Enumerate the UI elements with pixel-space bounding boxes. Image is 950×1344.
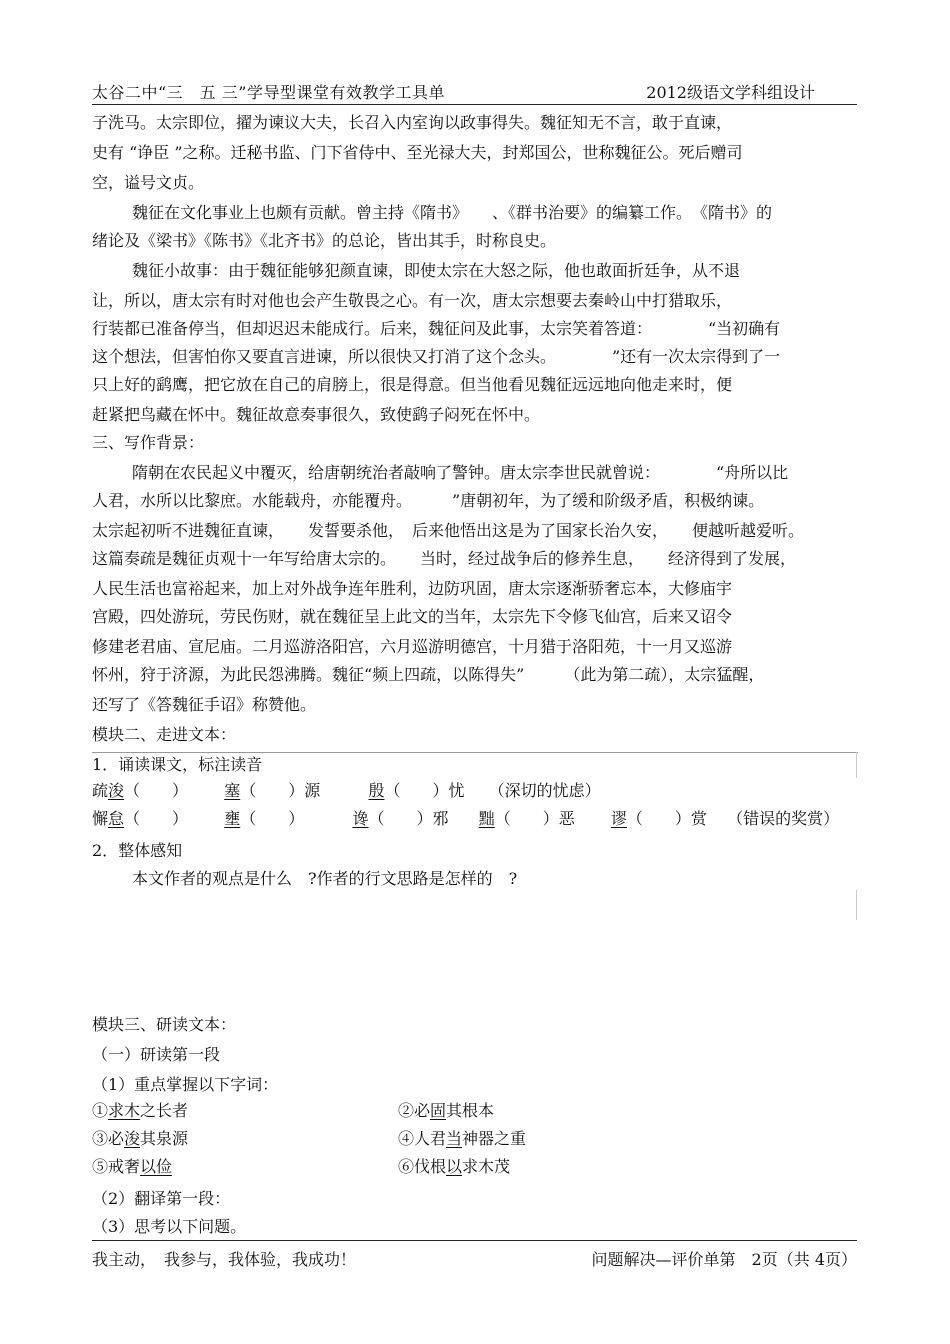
reading-task-label: 1．诵读课文，标注读音 [92,755,263,774]
section-one-label: （一）研读第一段 [92,1045,221,1064]
story-paragraph-line: 让，所以，唐太宗有时对他也会产生敬畏之心。有一次，唐太宗想要去秦岭山中打猎取乐， [92,291,733,310]
pinyin-blank[interactable]: （ ） [124,809,189,828]
key-word-item: ④人君当神器之重 [398,1129,527,1148]
footer-motto: 我主动， 我参与，我体验，我成功！ [92,1250,357,1269]
culture-paragraph-line: 绪论及《梁书》《陈书》《北齐书》的总论，皆出其手，时称良史。 [92,231,557,250]
section-divider [92,752,858,753]
translate-task-label: （2）翻译第一段： [92,1189,231,1208]
page-header [92,78,857,105]
module3-heading: 模块三、研读文本： [92,1015,237,1034]
key-word-item: ⑥伐根以求木茂 [398,1157,511,1176]
header-school-title: 太谷二中“三 五 三”学导型课堂有效教学工具单 [92,83,445,102]
key-words-label: （1）重点掌握以下字词： [92,1075,279,1094]
background-line: 怀州，狩于济源，为此民怨沸腾。魏征“频上四疏，以陈得失” （此为第二疏），太宗猛醒， [92,665,765,684]
key-word-item: ②必固其根本 [398,1101,495,1120]
think-task-label: （3）思考以下问题。 [92,1217,247,1236]
overview-question: 本文作者的观点是什么 ?作者的行文思路是怎样的 ? [132,869,518,888]
intro-line: 子洗马。太宗即位，擢为谏议大夫，长召入内室询以政事得失。魏征知无不言，敢于直谏， [92,113,733,132]
background-line: 人君，水所以比黎庶。水能载舟，亦能覆舟。 ”唐朝初年，为了缓和阶级矛盾，积极纳谏。 [92,491,765,510]
story-paragraph-line: 魏征小故事：由于魏征能够犯颜直谏，即使太宗在大怒之际，他也敢面折廷争，从不退 [132,261,741,280]
background-line: 太宗起初听不进魏征直谏， 发誓要杀他， 后来他悟出这是为了国家长治久安， 便越听越爱听。 [92,521,805,540]
module2-heading: 模块二、走进文本： [92,725,237,744]
word-char: 懈 [92,809,109,828]
word-char: 黜 [478,809,495,828]
word-definition: （错误的奖赏） [727,809,840,828]
word-char: 塞 [224,781,241,800]
header-design-credit: 2012级语文学科组设计 [646,83,815,102]
key-word-item: ①求木之长者 [92,1101,189,1120]
footer-page-number: 问题解决—评价单第 2页（共 4页） [591,1250,857,1269]
pinyin-blank[interactable]: （ ）邪 [368,809,449,828]
pinyin-blank[interactable]: （ ）忧 [384,781,465,800]
story-paragraph-line: 这个想法，但害怕你又要直言进谏，所以很快又打消了这个念头。 ”还有一次太宗得到了一 [92,347,781,366]
key-word-item: ⑤戒奢以俭 [92,1157,173,1176]
background-line: 还写了《答魏征手诏》称赞他。 [92,695,317,714]
pronunciation-row [92,807,839,831]
word-char: 谬 [610,809,627,828]
story-paragraph-line: 赶紧把鸟藏在怀中。魏征故意奏事很久，致使鹞子闷死在怀中。 [92,405,541,424]
background-line: 修建老君庙、宣尼庙。二月巡游洛阳宫，六月巡游明德宫，十月猎于洛阳苑，十一月又巡游 [92,637,733,656]
overview-task-label: 2．整体感知 [92,841,183,860]
word-char: 疏 [92,781,109,800]
word-char: 殷 [368,781,385,800]
word-char: 怠 [108,809,125,828]
margin-mark [856,752,857,778]
intro-line: 史有 “诤臣 ”之称。迁秘书监、门下省侍中、至光禄大夫，封郑国公，世称魏征公。死后赠司 [92,143,743,162]
story-paragraph-line: 行装都已准备停当，但却迟迟未能成行。后来，魏征问及此事，太宗笑着答道： “当初确有 [92,319,781,338]
intro-line: 空，谥号文贞。 [92,173,205,192]
background-line: 隋朝在农民起义中覆灭，给唐朝统治者敲响了警钟。唐太宗李世民就曾说： “舟所以比 [132,463,789,482]
pinyin-blank[interactable]: （ ）恶 [494,809,575,828]
pinyin-blank[interactable]: （ ）源 [240,781,321,800]
background-line: 宫殿，四处游玩，劳民伤财，就在魏征呈上此文的当年，太宗先下令修飞仙宫，后来又诏令 [92,607,733,626]
background-line: 人民生活也富裕起来，加上对外战争连年胜利，边防巩固，唐太宗逐渐骄奢忘本，大修庙宇 [92,579,733,598]
word-definition: （深切的忧虑） [488,781,601,800]
pinyin-blank[interactable]: （ ） [240,809,305,828]
word-char: 壅 [224,809,241,828]
key-word-item: ③必浚其泉源 [92,1129,189,1148]
pronunciation-row [92,779,601,803]
pinyin-blank[interactable]: （ ） [124,781,189,800]
margin-mark [856,890,857,920]
page-footer [92,1240,857,1269]
word-char: 谗 [352,809,369,828]
culture-paragraph-line: 魏征在文化事业上也颇有贡献。曾主持《隋书》 、《群书治要》的编纂工作。 《隋书》的 [132,203,773,222]
background-line: 这篇奏疏是魏征贞观十一年写给唐太宗的。 当时，经过战争后的修养生息， 经济得到了发展， [92,549,797,568]
story-paragraph-line: 只上好的鹞鹰，把它放在自己的肩膀上，很是得意。但当他看见魏征远远地向他走来时，便 [92,375,733,394]
background-heading: 三、写作背景： [92,433,205,452]
word-char: 浚 [108,781,125,800]
pinyin-blank[interactable]: （ ）赏 [626,809,707,828]
